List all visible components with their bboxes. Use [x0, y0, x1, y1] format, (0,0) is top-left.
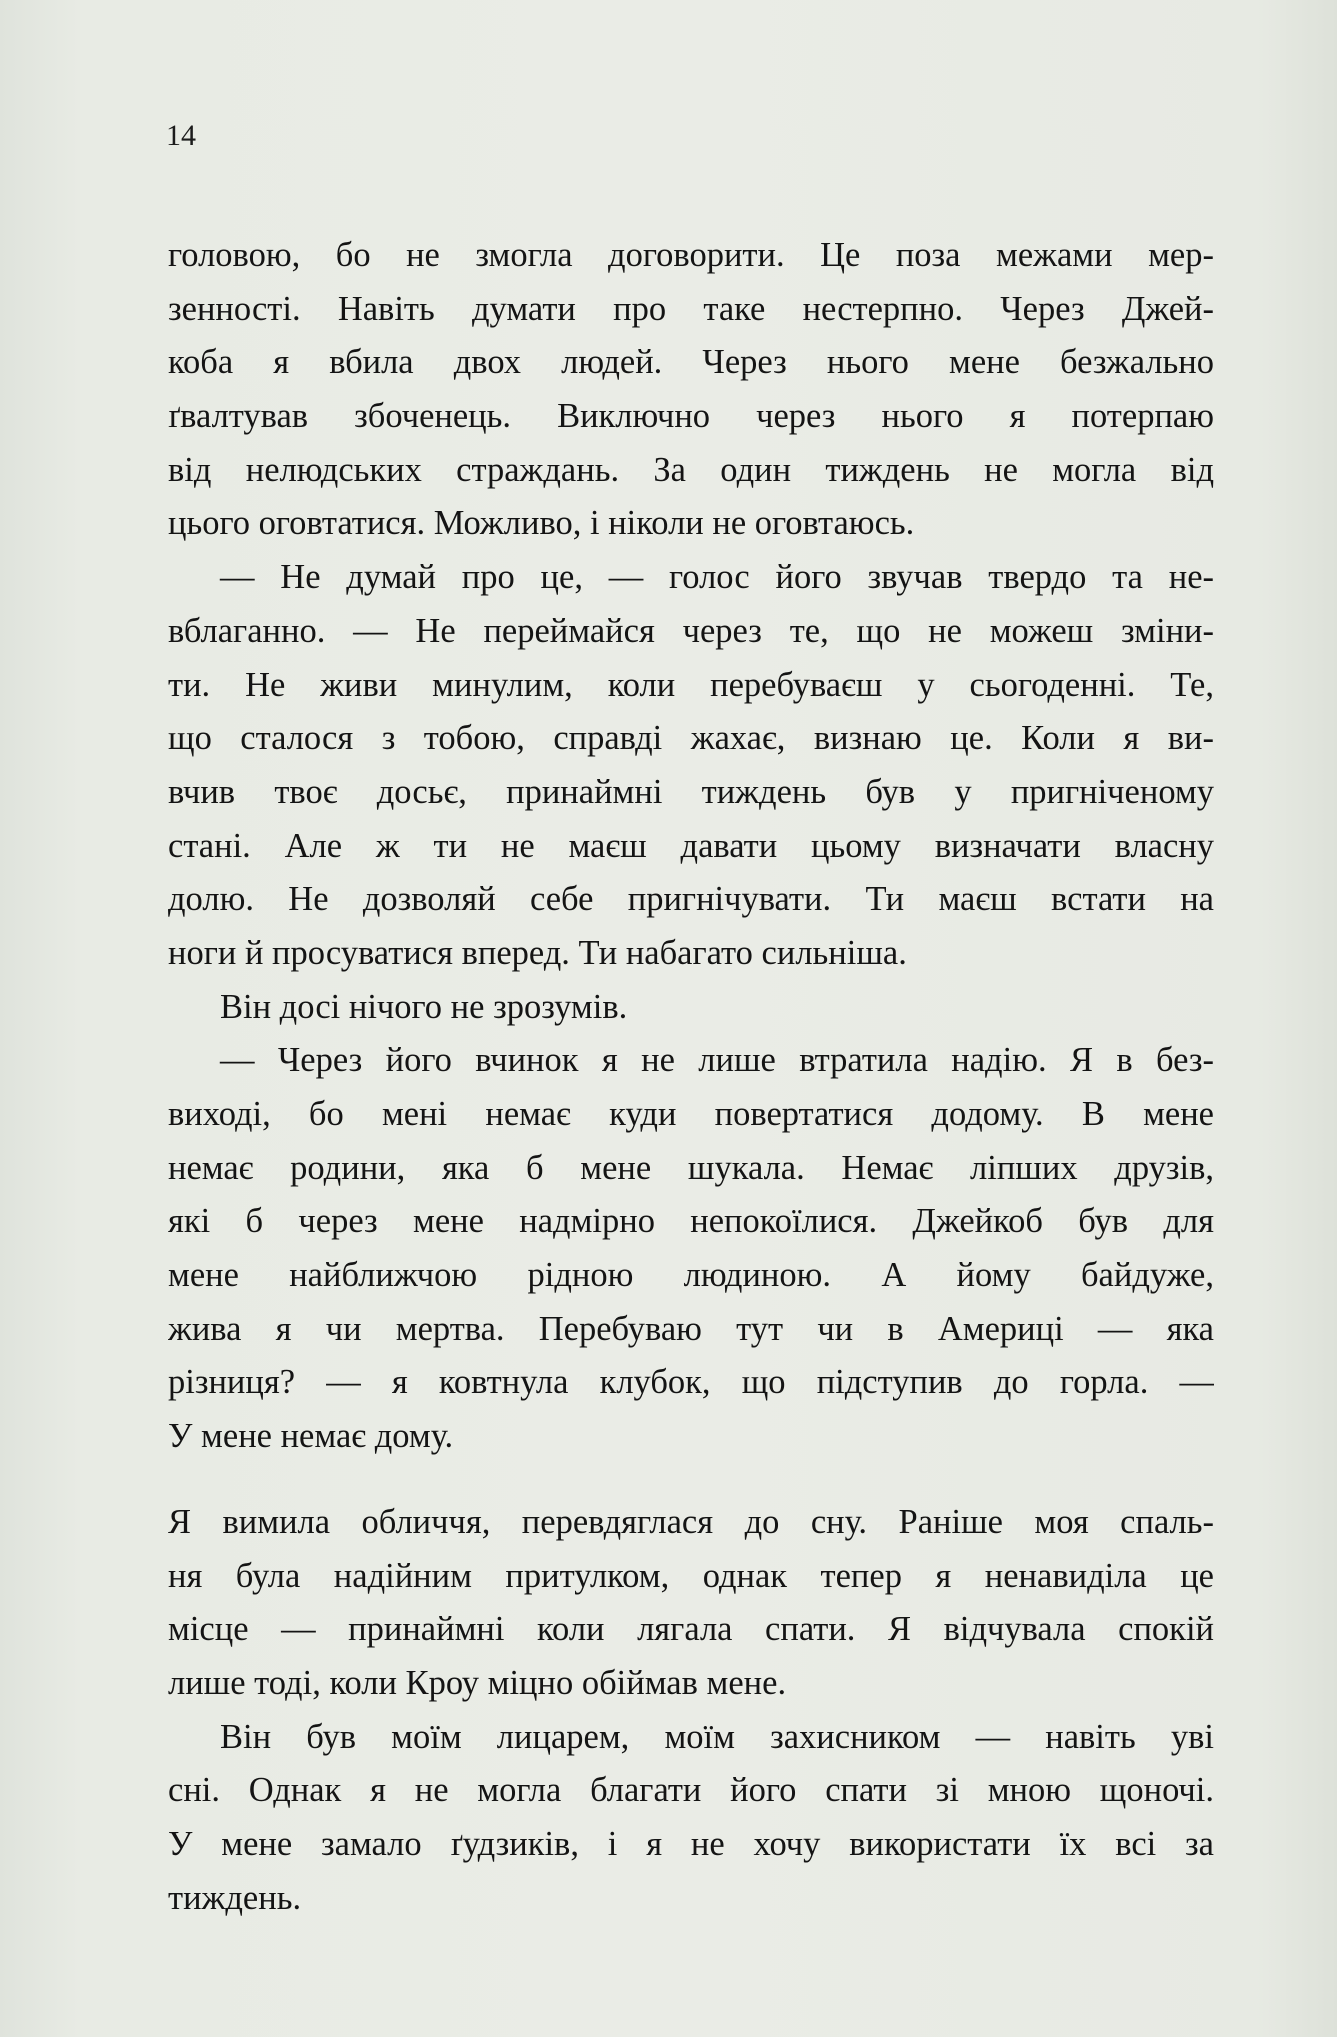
- text-line: стані. Але ж ти не маєш давати цьому визначати власну: [168, 826, 1214, 865]
- text-line: від нелюдських страждань. За один тиждень не могла від: [168, 450, 1214, 489]
- text-line: вблаганно. — Не переймайся через те, що не можеш зміни-: [168, 611, 1214, 650]
- text-line: які б через мене надмірно непокоїлися. Джейкоб був для: [168, 1202, 1214, 1241]
- text-line: ня була надійним притулком, однак тепер я ненавиділа це: [168, 1556, 1214, 1595]
- page-number: 14: [166, 119, 196, 152]
- text-line: долю. Не дозволяй себе пригнічувати. Ти маєш встати на: [168, 880, 1214, 919]
- text-line: немає родини, яка б мене шукала. Немає ліпших друзів,: [168, 1148, 1214, 1187]
- text-line: — Через його вчинок я не лише втратила надію. Я в без-: [220, 1041, 1214, 1080]
- text-block-1: [168, 229, 1214, 1464]
- text-line: Він був моїм лицарем, моїм захисником — навіть уві: [220, 1717, 1214, 1756]
- text-line: головою, бо не змогла договорити. Це поза межами мер-: [168, 236, 1214, 274]
- text-line: У мене замало ґудзиків, і я не хочу використати їх всі за: [168, 1825, 1214, 1864]
- text-line: жива я чи мертва. Перебуваю тут чи в Америці — яка: [168, 1309, 1214, 1348]
- text-line: ноги й просуватися вперед. Ти набагато сильніша.: [168, 933, 907, 972]
- text-line: сні. Однак я не могла благати його спати зі мною щоночі.: [168, 1771, 1214, 1810]
- text-block-2: [168, 1496, 1214, 1926]
- text-line: місце — принаймні коли лягала спати. Я відчувала спокій: [168, 1610, 1214, 1649]
- text-line: мене найближчою рідною людиною. А йому байдуже,: [168, 1256, 1214, 1295]
- text-line: зенності. Навіть думати про таке нестерпно. Через Джей-: [168, 289, 1214, 328]
- text-line: ти. Не живи минулим, коли перебуваєш у сьогоденні. Те,: [168, 665, 1214, 704]
- text-line: — Не думай про це, — голос його звучав твердо та не-: [220, 558, 1214, 597]
- text-line: виході, бо мені немає куди повертатися додому. В мене: [168, 1095, 1214, 1133]
- text-line: тиждень.: [168, 1878, 302, 1917]
- text-line: цього оговтатися. Можливо, і ніколи не оговтаюсь.: [168, 504, 915, 543]
- text-line: вчив твоє досьє, принаймні тиждень був у пригніченому: [168, 772, 1214, 811]
- text-line: У мене немає дому.: [168, 1417, 454, 1456]
- text-line: що сталося з тобою, справді жахає, визнаю це. Коли я ви-: [168, 719, 1214, 758]
- text-line: коба я вбила двох людей. Через нього мене безжально: [168, 343, 1214, 382]
- text-line: різниця? — я ковтнула клубок, що підступив до горла. —: [168, 1363, 1214, 1402]
- text-line: Я вимила обличчя, перевдяглася до сну. Раніше моя спаль-: [168, 1503, 1214, 1541]
- text-line: лише тоді, коли Кроу міцно обіймав мене.: [168, 1664, 787, 1703]
- text-line: Він досі нічого не зрозумів.: [220, 987, 628, 1026]
- text-line: ґвалтував збоченець. Виключно через нього я потерпаю: [168, 397, 1214, 436]
